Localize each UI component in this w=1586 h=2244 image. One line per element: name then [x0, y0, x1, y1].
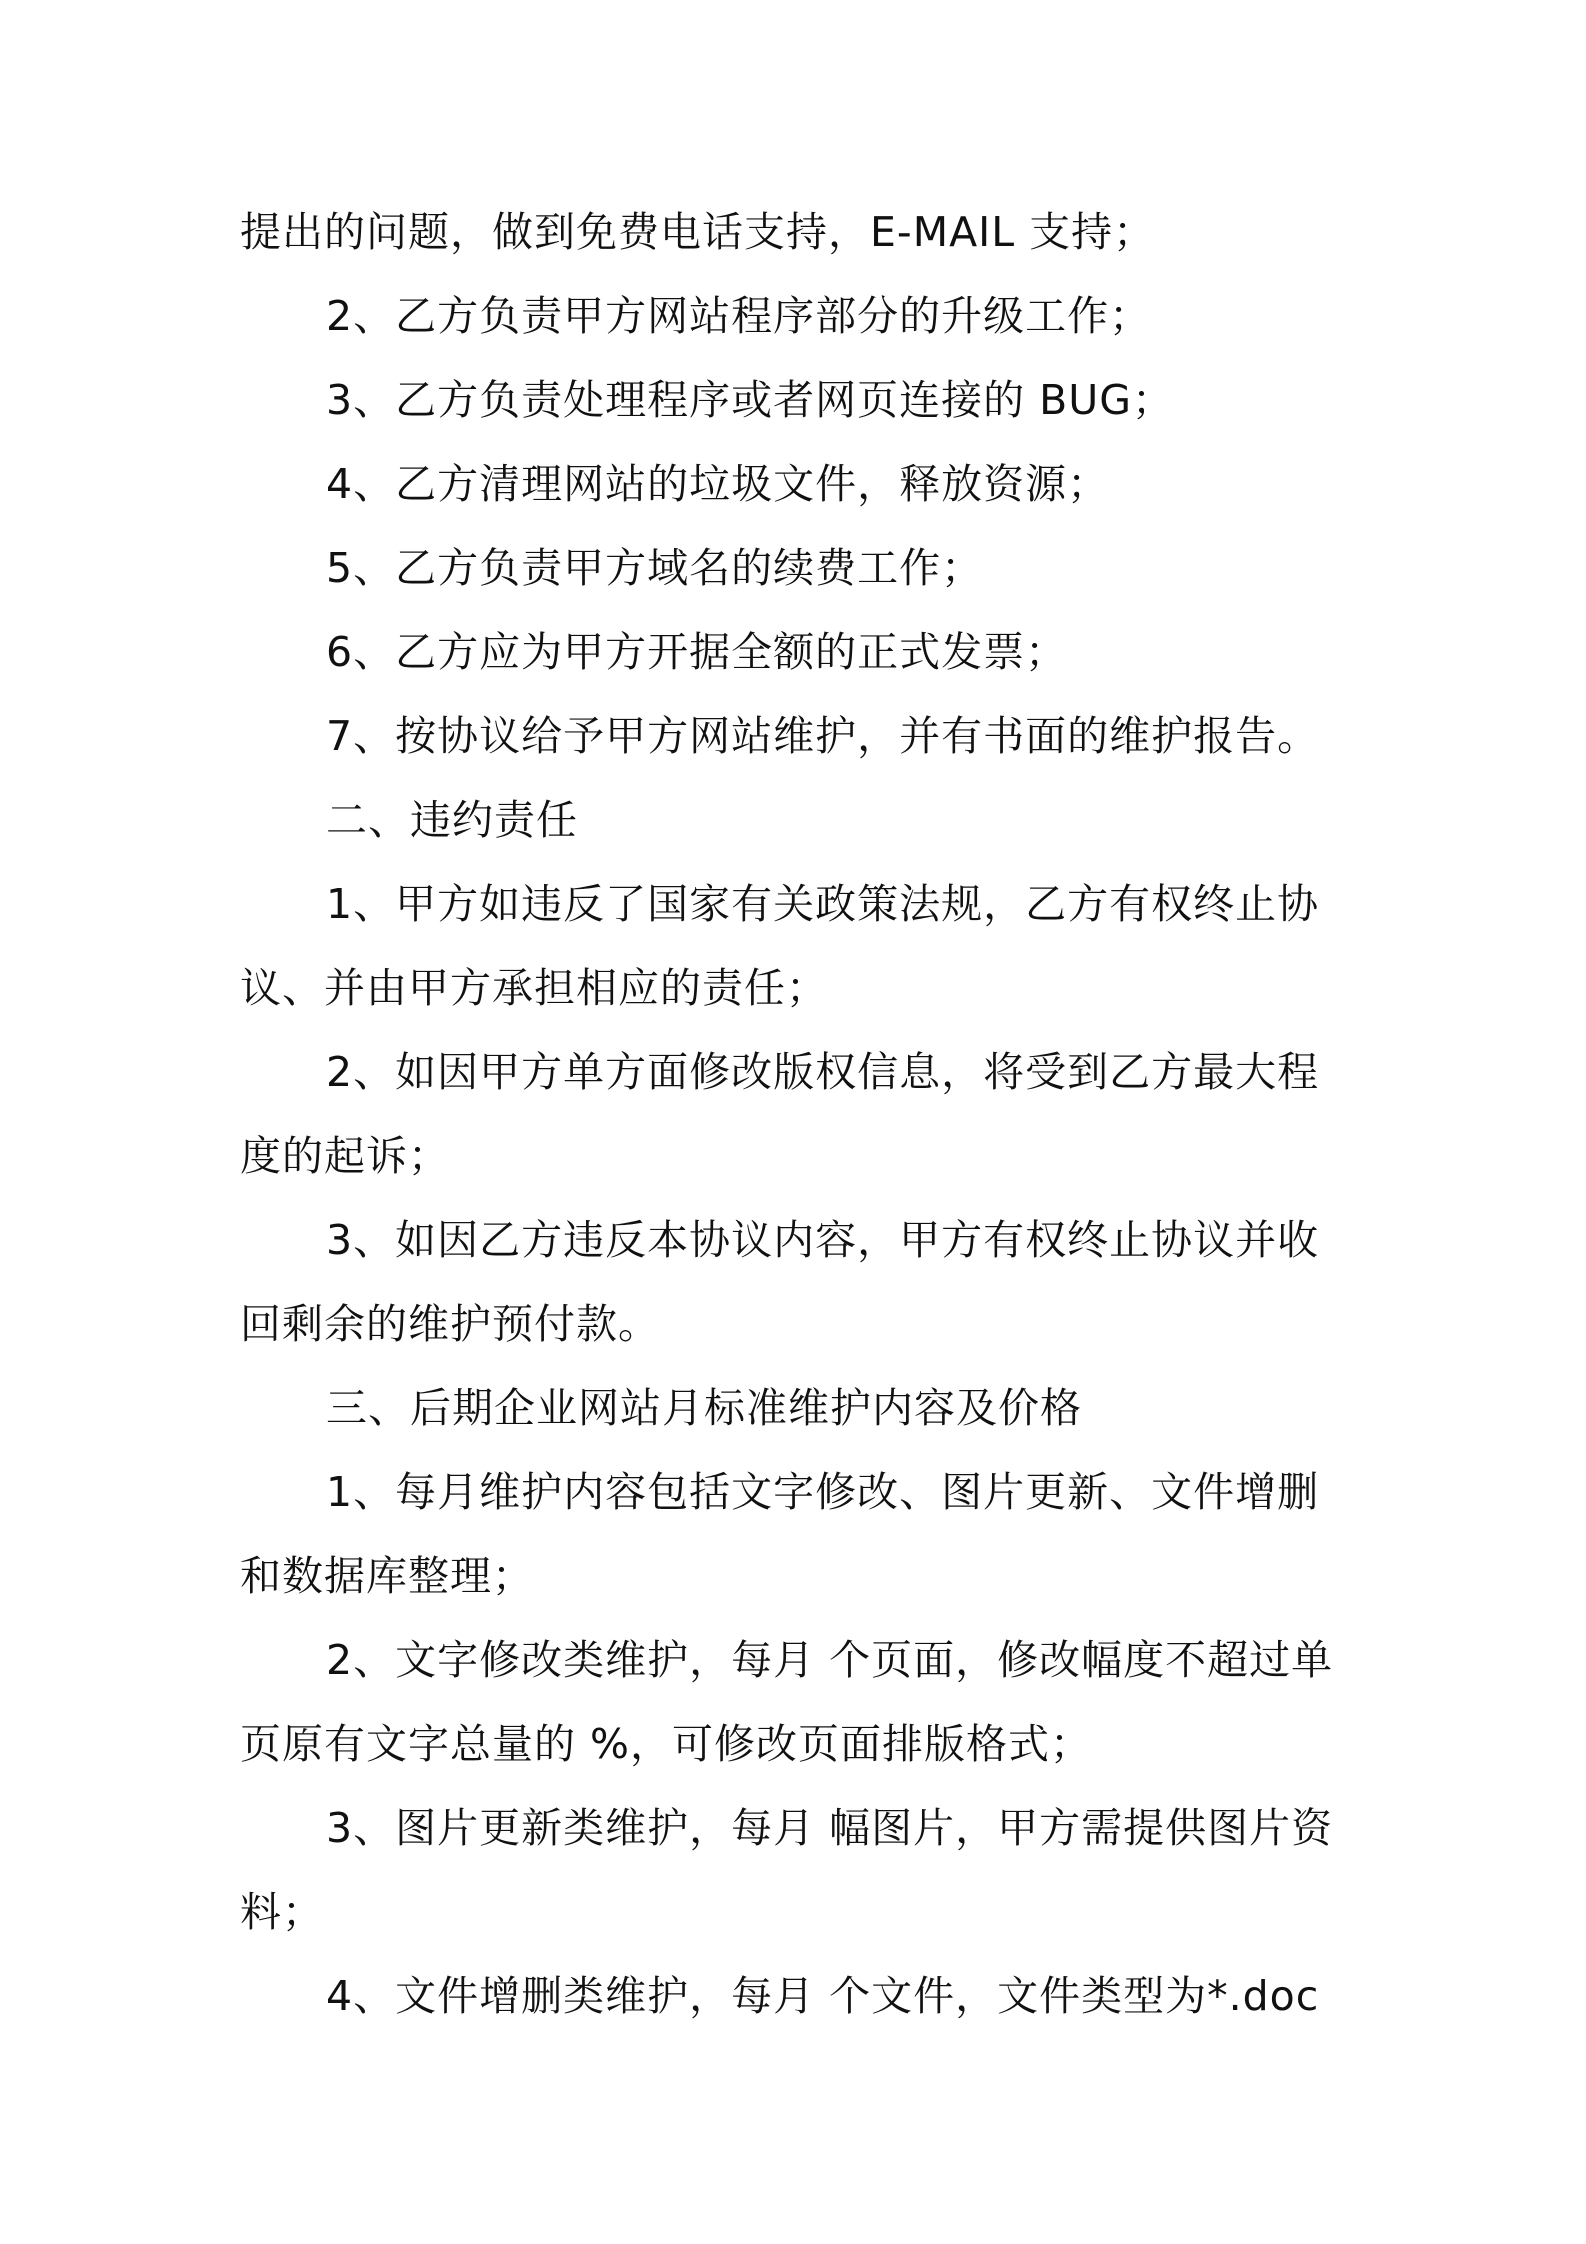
text-line-11: 2、如因甲方单方面修改版权信息，将受到乙方最大程	[326, 1048, 1320, 1096]
text-line-13: 3、如因乙方违反本协议内容，甲方有权终止协议并收	[326, 1216, 1320, 1264]
text-line-16: 1、每月维护内容包括文字修改、图片更新、文件增删	[326, 1468, 1320, 1516]
text-line-5: 5、乙方负责甲方域名的续费工作；	[326, 544, 984, 592]
text-line-12: 度的起诉；	[240, 1132, 450, 1180]
text-line-9: 1、甲方如违反了国家有关政策法规，乙方有权终止协	[326, 880, 1320, 928]
text-line-7: 7、按协议给予甲方网站维护，并有书面的维护报告。	[326, 712, 1320, 760]
section-heading-maintenance: 三、后期企业网站月标准维护内容及价格	[326, 1384, 1082, 1432]
text-line-1: 提出的问题，做到免费电话支持，E-MAIL 支持；	[240, 208, 1156, 256]
text-line-21: 料；	[240, 1888, 324, 1936]
text-line-19: 页原有文字总量的 %，可修改页面排版格式；	[240, 1720, 1092, 1768]
section-heading-breach: 二、违约责任	[326, 796, 578, 844]
text-line-6: 6、乙方应为甲方开据全额的正式发票；	[326, 628, 1068, 676]
text-line-18: 2、文字修改类维护，每月 个页面，修改幅度不超过单	[326, 1636, 1334, 1684]
text-line-20: 3、图片更新类维护，每月 幅图片，甲方需提供图片资	[326, 1804, 1334, 1852]
text-line-3: 3、乙方负责处理程序或者网页连接的 BUG；	[326, 376, 1175, 424]
text-line-14: 回剩余的维护预付款。	[240, 1300, 660, 1348]
text-line-17: 和数据库整理；	[240, 1552, 534, 1600]
text-line-2: 2、乙方负责甲方网站程序部分的升级工作；	[326, 292, 1152, 340]
text-line-4: 4、乙方清理网站的垃圾文件，释放资源；	[326, 460, 1110, 508]
document-body	[240, 190, 1360, 2038]
text-line-10: 议、并由甲方承担相应的责任；	[240, 964, 828, 1012]
text-line-22: 4、文件增删类维护，每月 个文件，文件类型为*.doc	[326, 1972, 1320, 2020]
